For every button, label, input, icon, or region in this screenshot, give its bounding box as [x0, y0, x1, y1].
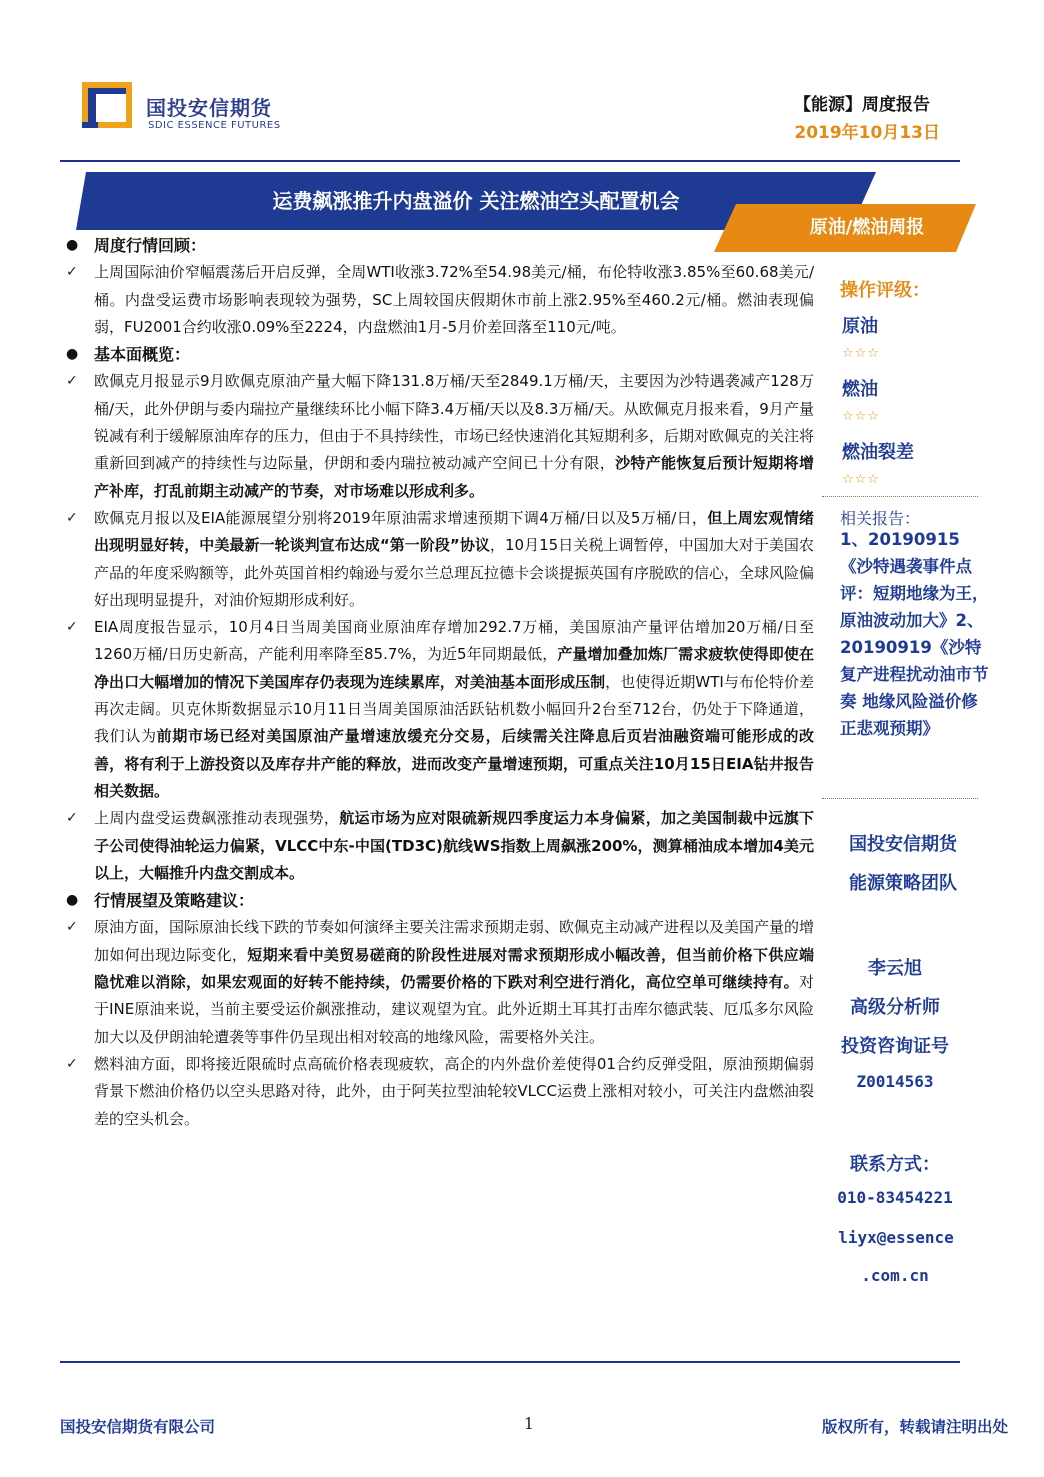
- rating-title: 操作评级：: [840, 280, 930, 301]
- rating-name-crude: 原油: [842, 316, 878, 337]
- text: EIA周度报告显示，10月4日当周美国商业原油库存增加292.7万桶，美国原油产量评估增加20万桶/日至1260万桶/日历史新高，产能利用率降至85.7%，为近5年同期最低，: [94, 618, 814, 664]
- company-logo-icon: [82, 82, 132, 128]
- rating-name-crack: 燃油裂差: [842, 442, 914, 463]
- bold-text: 沙特产能恢复后预计短期将增产补库，打乱前期主动减产的节奏，对市场难以形成利多。: [94, 454, 814, 500]
- paragraph-crude-strategy: [62, 914, 814, 1050]
- header-divider: [60, 160, 960, 162]
- paragraph-weekly-review: [62, 259, 814, 341]
- text: 上周内盘受运费飙涨推动表现强势，: [94, 809, 340, 828]
- bold-text: 产量增加叠加炼厂需求疲软使得即使在净出口大幅增加的情况下美国库存仍表现为连续累库，对美油基本面形成压制: [94, 645, 814, 691]
- bold-text: 航运市场为应对限硫新规四季度运力本身偏紧，加之美国制裁中远旗下子公司使得油轮运力偏紧，VLCC中东-中国(TD3C)航线WS指数上周飙涨200%，测算桶油成本增加4美元以上，大幅推升内盘交割成本。: [94, 809, 814, 882]
- text: ，也使得近期WTI与布伦特价差再次走阔。贝克休斯数据显示10月11日当周美国原油活跃钻机数小幅回升2台至712台，仍处于下降通道，我们认为: [94, 672, 814, 746]
- text: 燃料油方面，即将接近限硫时点高硫价格表现疲软，高企的内外盘价差使得01合约反弹受阻，原油预期偏弱背景下燃油价格仍以空头思路对待，此外，由于阿芙拉型油轮较VLCC运费上涨相对较小，可关注内盘燃油裂差的空头机会。: [94, 1054, 814, 1128]
- analyst-name: 李云旭: [868, 958, 922, 979]
- footer-copyright: 版权所有，转载请注明出处: [821, 1418, 1008, 1436]
- paragraph-demand-outlook: [62, 505, 814, 614]
- related-reports-label: 相关报告：: [840, 509, 921, 528]
- logo-chinese-name: 国投安信期货: [146, 96, 272, 120]
- contact-email-line1: liyx@essence: [838, 1228, 954, 1247]
- cert-number: Z0014563: [856, 1072, 934, 1091]
- sidebar-divider: [822, 798, 978, 799]
- section-heading-strategy: ● 行情展望及策略建议：: [62, 887, 814, 914]
- report-date: 2019年10月13日: [794, 123, 940, 143]
- category-label: 原油/燃油周报: [809, 217, 925, 238]
- footer-company: 国投安信期货有限公司: [60, 1418, 216, 1436]
- contact-label: 联系方式：: [850, 1154, 940, 1175]
- rating-name-fuel: 燃油: [842, 379, 878, 400]
- text: 上周国际油价窄幅震荡后开启反弹，全周WTI收涨3.72%至54.98美元/桶，布伦特收涨3.85%至60.68美元/桶。内盘受运费市场影响表现较为强势，SC上周较国庆假期休市前上涨2.95%至460.2元/桶。燃油表现偏弱，FU2001合约收涨0.09%至2224，内盘燃油1月-5月价差回落至110元/吨。: [94, 263, 814, 336]
- related-reports-list: 1、20190915《沙特遇袭事件点评：短期地缘为王，原油波动加大》2、20190919《沙特复产进程扰动油市节奏 地缘风险溢价修正悲观预期》: [840, 530, 989, 738]
- paragraph-freight: [62, 805, 814, 887]
- paragraph-opec-report: [62, 368, 814, 504]
- bold-text: 前期市场已经对美国原油产量增速放缓充分交易，后续需关注降息后页岩油融资端可能形成的改善，将有利于上游投资以及库存井产能的释放，进而改变产量增速预期，可重点关注10月15日EIA钻井报告相关数据。: [94, 727, 814, 800]
- analyst-title: 高级分析师: [850, 997, 940, 1018]
- section-heading-weekly-review: ● 周度行情回顾：: [62, 232, 814, 259]
- report-title: 运费飙涨推升内盘溢价 关注燃油空头配置机会: [272, 189, 680, 213]
- text: 原油方面，国际原油长线下跌的节奏如何演绎主要关注需求预期走弱、欧佩克主动减产进程以及美国产量的增加如何出现边际变化，: [94, 918, 815, 964]
- rating-stars-crude: ☆☆☆: [842, 346, 880, 361]
- text: 欧佩克月报以及EIA能源展望分别将2019年原油需求增速预期下调4万桶/日以及5万桶/日，: [94, 508, 708, 527]
- bold-text: 但上周宏观情绪出现明显好转，中美最新一轮谈判宣布达成“第一阶段”协议: [94, 508, 814, 555]
- main-content: [62, 232, 814, 1133]
- text: 欧佩克月报显示9月欧佩克原油产量大幅下降131.8万桶/天至2849.1万桶/天，主要因为沙特遇袭减产128万桶/天，此外伊朗与委内瑞拉产量继续环比小幅下降3.4万桶/天以及8.3万桶/天。从欧佩克月报来看，9月产量锐减有利于缓解原油库存的压力，但由于不具持续性，市场已经快速消化其短期利多，后期对欧佩克的关注将重新回到减产的持续性与边际量，伊朗和委内瑞拉被动减产空间已十分有限，: [94, 372, 815, 473]
- report-type: 【能源】周度报告: [794, 95, 930, 115]
- section-heading-fundamentals: ● 基本面概览：: [62, 341, 814, 368]
- bold-text: 短期来看中美贸易磋商的阶段性进展对需求预期形成小幅改善，但当前价格下供应端隐忧难以消除，如果宏观面的好转不能持续，仍需要价格的下跌对利空进行消化，高位空单可继续持有。: [94, 945, 814, 992]
- team-company: 国投安信期货: [849, 834, 957, 855]
- text: ，10月15日关税上调暂停，中国加大对于美国农产品的年度采购额等，此外英国首相约翰逊与爱尔兰总理瓦拉德卡会谈提振英国有序脱欧的信心，全球风险偏好出现明显提升，对油价短期形成利好。: [94, 536, 815, 609]
- contact-email-line2: .com.cn: [861, 1266, 929, 1285]
- cert-label: 投资咨询证号: [841, 1036, 949, 1057]
- text: 对于INE原油来说，当前主要受运价飙涨推动，建议观望为宜。此外近期土耳其打击库尔德武装、厄瓜多尔风险加大以及伊朗油轮遭袭等事件仍呈现出相对较高的地缘风险，需要格外关注。: [94, 973, 814, 1046]
- sidebar-divider: [822, 496, 978, 497]
- team-name: 能源策略团队: [849, 873, 957, 894]
- footer-divider: [60, 1361, 960, 1363]
- contact-phone: 010-83454221: [837, 1188, 953, 1207]
- logo-english-name: SDIC ESSENCE FUTURES: [148, 120, 281, 131]
- paragraph-fuel-strategy: [62, 1051, 814, 1133]
- rating-stars-fuel: ☆☆☆: [842, 409, 880, 424]
- rating-stars-crack: ☆☆☆: [842, 472, 880, 487]
- paragraph-eia-report: [62, 614, 814, 805]
- page-number: 1: [524, 1415, 534, 1433]
